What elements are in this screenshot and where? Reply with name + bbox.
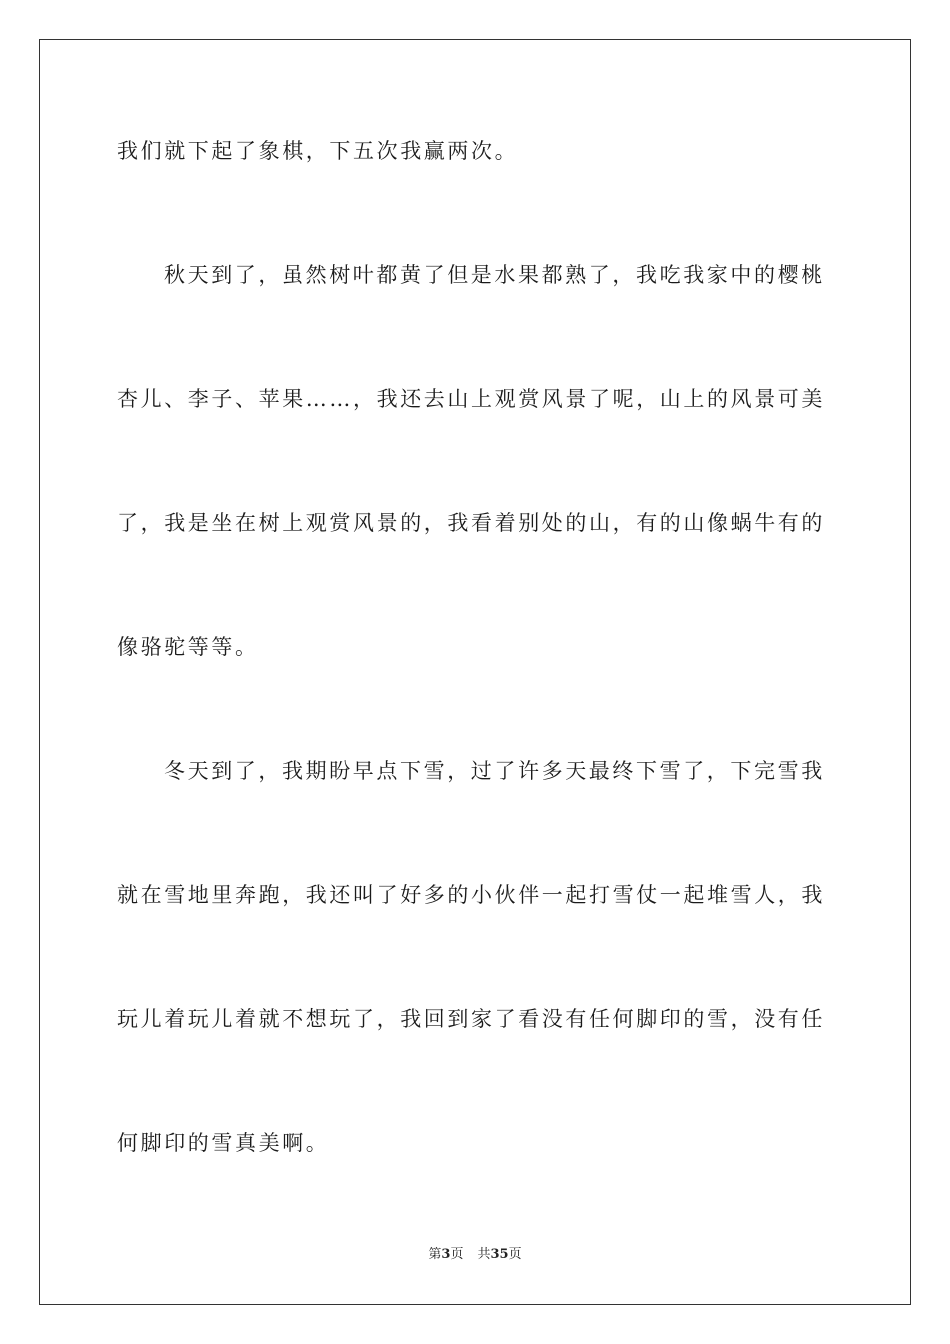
total-prefix: 共 <box>477 1247 491 1262</box>
total-suffix: 页 <box>508 1247 522 1262</box>
paragraph-first-line: 秋天到了，虽然树叶都黄了但是水果都熟了，我吃我家中的樱桃 <box>164 263 825 287</box>
text-line: 我们就下起了象棋，下五次我赢两次。 <box>117 139 519 163</box>
page-suffix: 页 <box>450 1247 464 1262</box>
text-line: 何脚印的雪真美啊。 <box>117 1131 330 1155</box>
text-line: 像骆驼等等。 <box>117 635 259 659</box>
page-border <box>39 39 911 1305</box>
page-number: 3 <box>441 1247 451 1262</box>
text-line: 了，我是坐在树上观赏风景的，我看着别处的山，有的山像蜗牛有的 <box>117 511 825 535</box>
page-prefix: 第 <box>428 1247 442 1262</box>
text-line: 杏儿、李子、苹果……，我还去山上观赏风景了呢，山上的风景可美 <box>117 387 825 411</box>
total-pages: 35 <box>490 1247 509 1262</box>
text-line: 玩儿着玩儿着就不想玩了，我回到家了看没有任何脚印的雪，没有任 <box>117 1007 825 1031</box>
text-line: 就在雪地里奔跑，我还叫了好多的小伙伴一起打雪仗一起堆雪人，我 <box>117 883 825 907</box>
paragraph-first-line: 冬天到了，我期盼早点下雪，过了许多天最终下雪了，下完雪我 <box>164 759 825 783</box>
page-footer <box>0 1245 950 1265</box>
